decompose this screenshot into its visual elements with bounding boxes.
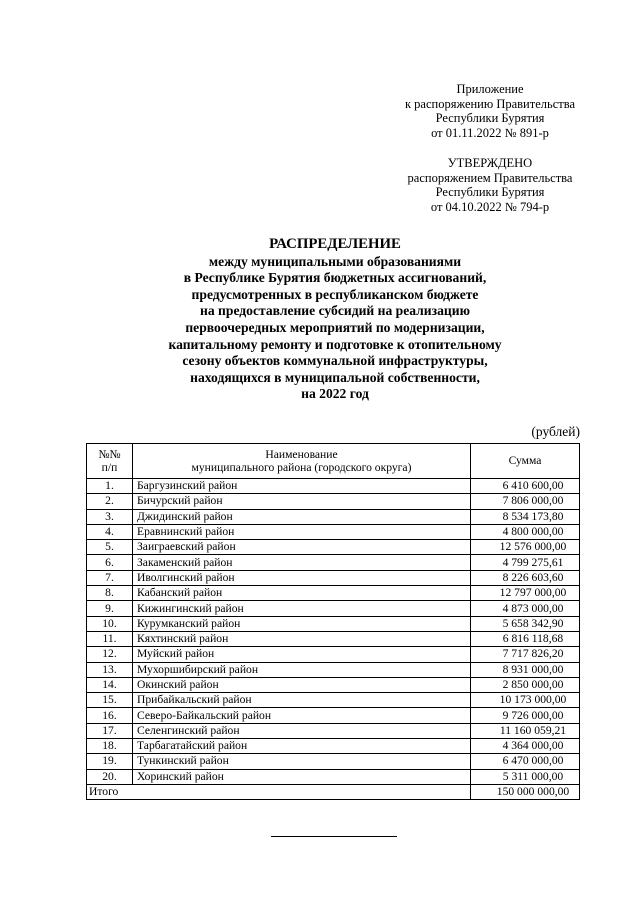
document-title: [60, 236, 610, 403]
appendix-line: Приложение: [456, 82, 524, 96]
table-row: [87, 616, 580, 631]
row-sum: 4 800 000,00: [471, 524, 580, 539]
row-sum: 9 726 000,00: [471, 708, 580, 723]
row-district-name: Селенгинский район: [133, 723, 471, 738]
table-row: [87, 677, 580, 692]
title-line: первоочередных мероприятий по модернизации,: [185, 319, 485, 335]
table-row: [87, 739, 580, 754]
title-line: предусмотренных в республиканском бюджете: [191, 286, 479, 302]
row-number: 10.: [87, 616, 133, 631]
table-row: [87, 647, 580, 662]
row-district-name: Окинский район: [133, 677, 471, 692]
row-district-name: Джидинский район: [133, 509, 471, 524]
table-row: [87, 540, 580, 555]
approved-line: распоряжением Правительства: [407, 170, 573, 185]
table-row: [87, 631, 580, 646]
approved-line: УТВЕРЖДЕНО: [447, 156, 533, 170]
row-district-name: Тарбагатайский район: [133, 739, 471, 754]
row-sum: 6 470 000,00: [471, 754, 580, 769]
header-number-line2: п/п: [101, 461, 118, 474]
approved-line: от 04.10.2022 № 794-р: [430, 199, 550, 214]
row-number: 6.: [87, 555, 133, 570]
row-number: 16.: [87, 708, 133, 723]
table-row: [87, 555, 580, 570]
header-name: [133, 444, 471, 479]
title-line: в Республике Бурятия бюджетных ассигнований,: [183, 270, 487, 286]
row-sum: 12 797 000,00: [471, 586, 580, 601]
row-number: 20.: [87, 769, 133, 784]
table-row: [87, 524, 580, 539]
row-sum: 6 410 600,00: [471, 479, 580, 494]
row-district-name: Бичурский район: [133, 494, 471, 509]
row-sum: 12 576 000,00: [471, 540, 580, 555]
row-number: 17.: [87, 723, 133, 738]
row-number: 5.: [87, 540, 133, 555]
title-line: находящихся в муниципальной собственности,: [190, 369, 480, 385]
header-sum: Сумма: [471, 444, 580, 479]
row-sum: 4 873 000,00: [471, 601, 580, 616]
table-body: [87, 479, 580, 785]
row-sum: 11 160 059,21: [471, 723, 580, 738]
table-row: [87, 479, 580, 494]
table-row: [87, 723, 580, 738]
table-row: [87, 662, 580, 677]
bottom-divider: [271, 836, 397, 837]
row-sum: 8 226 603,60: [471, 570, 580, 585]
unit-label: (рублей): [531, 424, 580, 439]
row-district-name: Северо-Байкальский район: [133, 708, 471, 723]
row-number: 14.: [87, 677, 133, 692]
row-district-name: Заиграевский район: [133, 540, 471, 555]
title-heading: РАСПРЕДЕЛЕНИЕ: [269, 236, 401, 252]
title-line: на предоставление субсидий на реализацию: [200, 303, 470, 319]
table-row: [87, 708, 580, 723]
row-district-name: Тункинский район: [133, 754, 471, 769]
table-row: [87, 769, 580, 784]
table-row: [87, 586, 580, 601]
row-district-name: Мухоршибирский район: [133, 662, 471, 677]
row-sum: 10 173 000,00: [471, 693, 580, 708]
row-sum: 7 806 000,00: [471, 494, 580, 509]
row-sum: 2 850 000,00: [471, 677, 580, 692]
title-line: между муниципальными образованиями: [208, 253, 462, 269]
row-district-name: Баргузинский район: [133, 479, 471, 494]
row-sum: 5 311 000,00: [471, 769, 580, 784]
table-row: [87, 601, 580, 616]
row-sum: 4 799 275,61: [471, 555, 580, 570]
row-number: 4.: [87, 524, 133, 539]
row-sum: 5 658 342,90: [471, 616, 580, 631]
row-number: 11.: [87, 631, 133, 646]
row-district-name: Муйский район: [133, 647, 471, 662]
header-name-line2: муниципального района (городского округа): [191, 461, 412, 474]
row-sum: 8 534 173,80: [471, 509, 580, 524]
title-line: сезону объектов коммунальной инфраструктуры,: [182, 353, 488, 369]
row-district-name: Прибайкальский район: [133, 693, 471, 708]
row-district-name: Еравнинский район: [133, 524, 471, 539]
row-sum: 7 717 826,20: [471, 647, 580, 662]
row-number: 7.: [87, 570, 133, 585]
total-row: [87, 784, 580, 799]
row-number: 19.: [87, 754, 133, 769]
table-row: [87, 509, 580, 524]
appendix-block: [395, 82, 585, 140]
header-name-line1: Наименование: [265, 447, 338, 461]
header-number: [87, 444, 133, 479]
row-district-name: Курумканский район: [133, 616, 471, 631]
row-district-name: Кабанский район: [133, 586, 471, 601]
table-row: [87, 754, 580, 769]
approved-block: [395, 156, 585, 214]
row-number: 3.: [87, 509, 133, 524]
header-number-line1: №№: [98, 447, 121, 461]
appendix-line: от 01.11.2022 № 891-р: [431, 125, 549, 140]
row-district-name: Кяхтинский район: [133, 631, 471, 646]
row-number: 12.: [87, 647, 133, 662]
table-row: [87, 570, 580, 585]
row-number: 13.: [87, 662, 133, 677]
row-number: 18.: [87, 739, 133, 754]
row-district-name: Иволгинский район: [133, 570, 471, 585]
title-line: капитальному ремонту и подготовке к отопительному: [168, 336, 502, 352]
distribution-table: [86, 443, 580, 800]
appendix-line: к распоряжению Правительства: [404, 96, 575, 111]
row-number: 8.: [87, 586, 133, 601]
title-line: на 2022 год: [301, 386, 369, 402]
table-header-row: [87, 444, 580, 479]
row-sum: 8 931 000,00: [471, 662, 580, 677]
total-label: Итого: [87, 784, 471, 799]
row-number: 15.: [87, 693, 133, 708]
total-sum: 150 000 000,00: [471, 784, 580, 799]
row-number: 1.: [87, 479, 133, 494]
approved-line: Республики Бурятия: [435, 185, 545, 200]
row-district-name: Закаменский район: [133, 555, 471, 570]
row-number: 2.: [87, 494, 133, 509]
row-sum: 4 364 000,00: [471, 739, 580, 754]
table-row: [87, 494, 580, 509]
row-number: 9.: [87, 601, 133, 616]
row-sum: 6 816 118,68: [471, 631, 580, 646]
table-row: [87, 693, 580, 708]
appendix-line: Республики Бурятия: [435, 111, 545, 126]
row-district-name: Хоринский район: [133, 769, 471, 784]
row-district-name: Кижингинский район: [133, 601, 471, 616]
